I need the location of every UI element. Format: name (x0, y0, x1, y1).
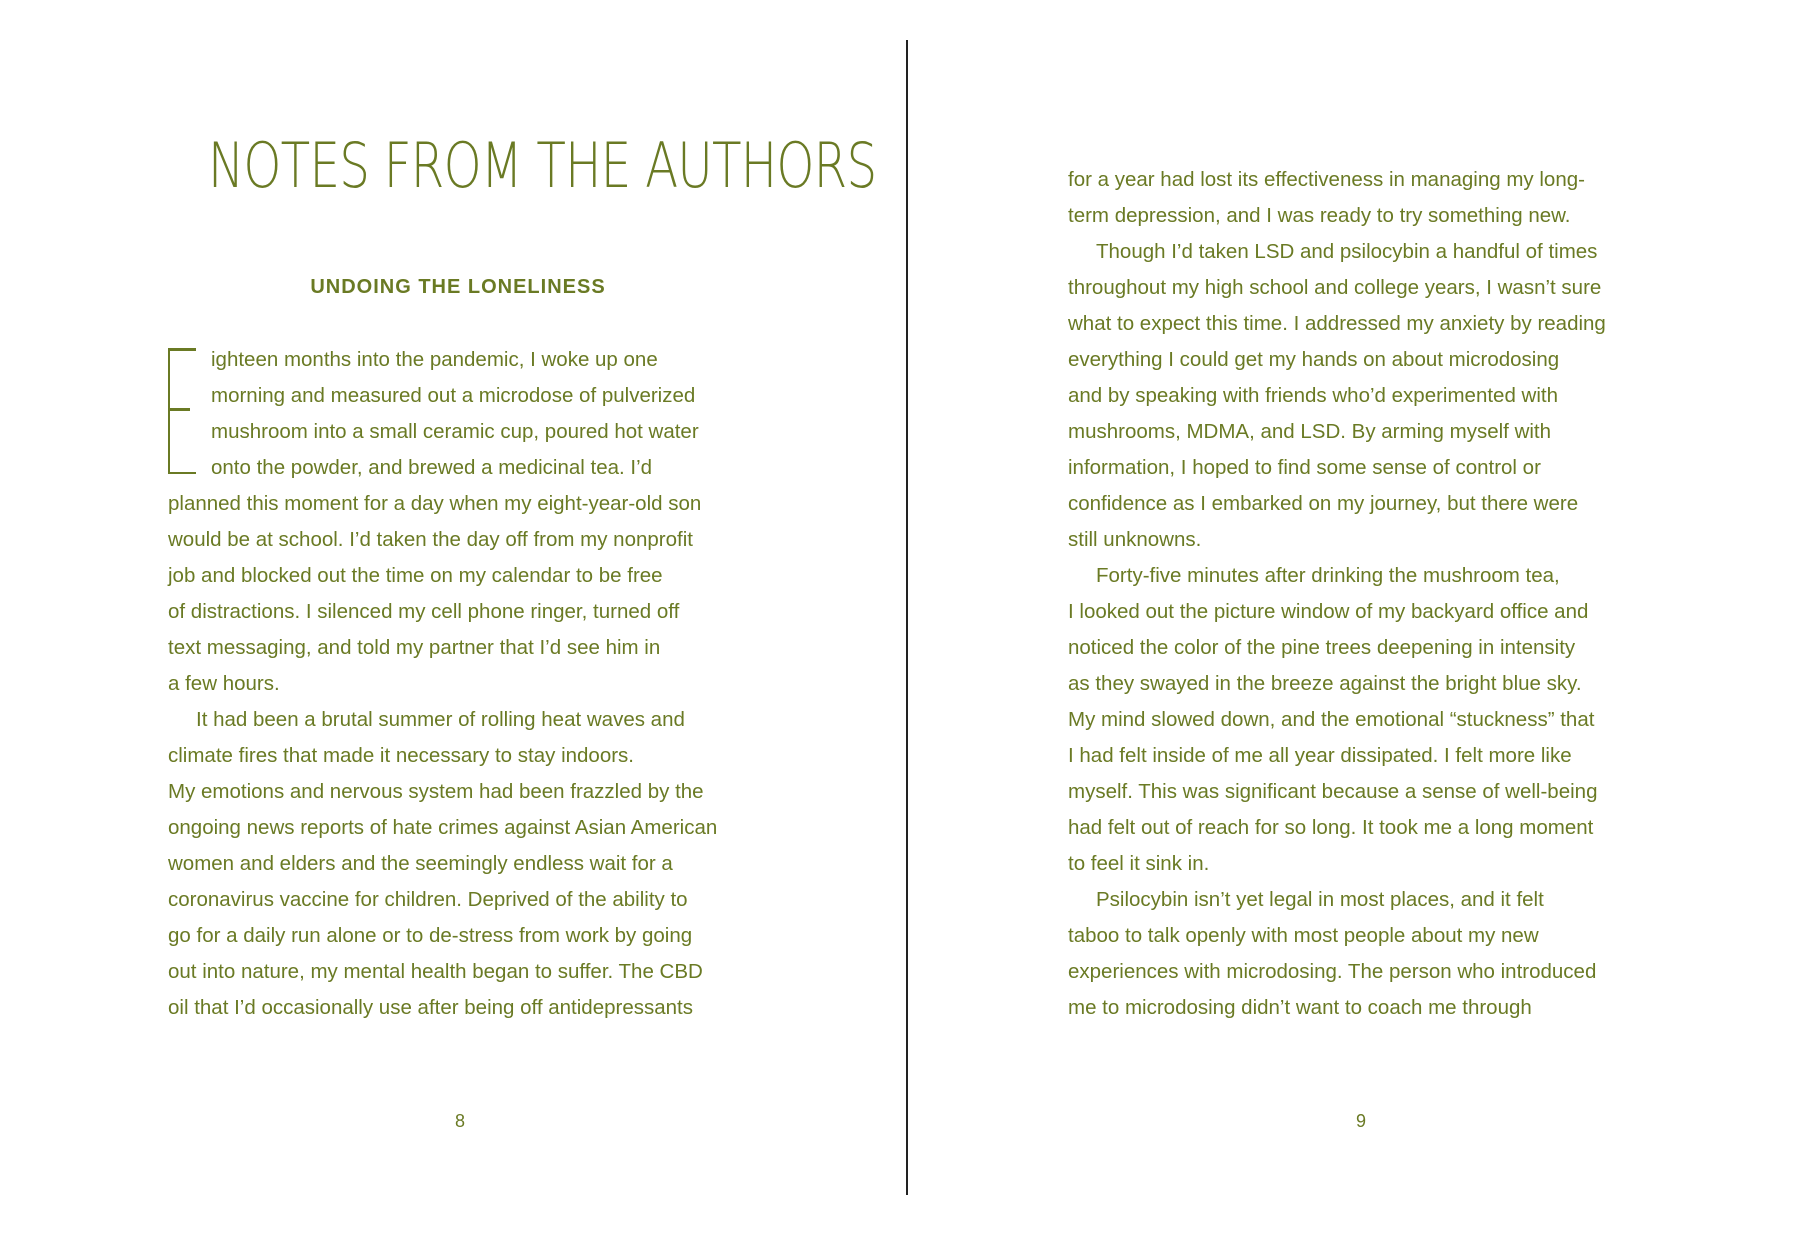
text-line: text messaging, and told my partner that I’d see him in (168, 636, 661, 659)
text-line: for a year had lost its effectiveness in managing my long- (1068, 168, 1585, 191)
text-line: onto the powder, and brewed a medicinal tea. I’d (211, 456, 653, 479)
right-paragraph-lines (1068, 162, 1668, 1026)
left-body-text (168, 342, 768, 1026)
section-subtitle: UNDOING THE LONELINESS (310, 276, 606, 298)
text-line: noticed the color of the pine trees deepening in intensity (1068, 636, 1576, 659)
page-number: 8 (454, 1111, 465, 1131)
text-line: to feel it sink in. (1068, 852, 1210, 875)
text-line: It had been a brutal summer of rolling heat waves and (196, 708, 685, 731)
text-line: job and blocked out the time on my calendar to be free (168, 564, 663, 587)
text-line: as they swayed in the breeze against the bright blue sky. (1068, 672, 1582, 695)
text-line: oil that I’d occasionally use after being off antidepressants (168, 996, 693, 1019)
drop-cap (168, 348, 196, 474)
text-line: Forty-five minutes after drinking the mushroom tea, (1096, 564, 1560, 587)
text-line: planned this moment for a day when my eight-year-old son (168, 492, 702, 515)
text-line: had felt out of reach for so long. It took me a long moment (1068, 816, 1594, 839)
text-line: information, I hoped to find some sense of control or (1068, 456, 1541, 479)
text-line: me to microdosing didn’t want to coach me through (1068, 996, 1532, 1019)
text-line: what to expect this time. I addressed my anxiety by reading (1068, 312, 1606, 335)
text-line: ongoing news reports of hate crimes against Asian American (168, 816, 718, 839)
text-line: experiences with microdosing. The person who introduced (1068, 960, 1597, 983)
text-line: My emotions and nervous system had been frazzled by the (168, 780, 704, 803)
page-title: NOTES FROM THE AUTHORS (208, 129, 877, 202)
text-line: mushroom into a small ceramic cup, poured hot water (211, 420, 699, 443)
text-line: a few hours. (168, 672, 280, 695)
text-line: would be at school. I’d taken the day off from my nonprofit (168, 528, 693, 551)
text-line: everything I could get my hands on about microdosing (1068, 348, 1560, 371)
text-line: still unknowns. (1068, 528, 1202, 551)
text-line: Psilocybin isn’t yet legal in most places, and it felt (1096, 888, 1544, 911)
right-page (908, 0, 1812, 1236)
text-line: myself. This was significant because a sense of well-being (1068, 780, 1598, 803)
text-line: go for a daily run alone or to de-stress from work by going (168, 924, 693, 947)
text-line: I had felt inside of me all year dissipated. I felt more like (1068, 744, 1572, 767)
text-line: term depression, and I was ready to try something new. (1068, 204, 1571, 227)
text-line: confidence as I embarked on my journey, but there were (1068, 492, 1579, 515)
text-line: mushrooms, MDMA, and LSD. By arming myself with (1068, 420, 1552, 443)
right-body-text (1068, 162, 1668, 1026)
text-line: I looked out the picture window of my backyard office and (1068, 600, 1589, 623)
text-line: of distractions. I silenced my cell phone ringer, turned off (168, 600, 680, 623)
page-number: 9 (1355, 1111, 1366, 1131)
text-line: morning and measured out a microdose of pulverized (211, 384, 696, 407)
text-line: women and elders and the seemingly endless wait for a (168, 852, 673, 875)
text-line: taboo to talk openly with most people about my new (1068, 924, 1539, 947)
text-line: out into nature, my mental health began to suffer. The CBD (168, 960, 703, 983)
text-line: coronavirus vaccine for children. Deprived of the ability to (168, 888, 688, 911)
text-line: throughout my high school and college years, I wasn’t sure (1068, 276, 1602, 299)
text-line: climate fires that made it necessary to stay indoors. (168, 744, 635, 767)
text-line: My mind slowed down, and the emotional “stuckness” that (1068, 708, 1595, 731)
text-line: ighteen months into the pandemic, I woke up one (211, 348, 658, 371)
text-line: and by speaking with friends who’d experimented with (1068, 384, 1558, 407)
text-line: Though I’d taken LSD and psilocybin a handful of times (1096, 240, 1598, 263)
left-paragraph-lines (168, 486, 768, 1026)
